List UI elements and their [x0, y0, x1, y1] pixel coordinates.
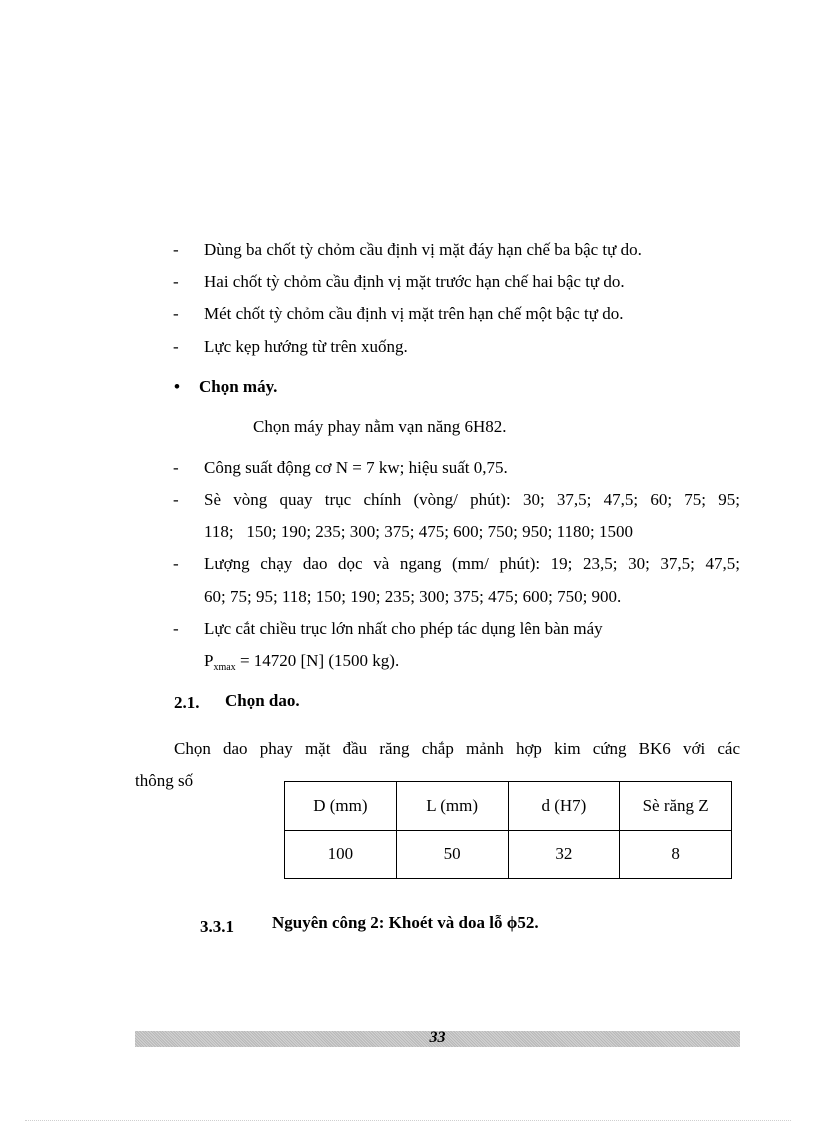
machine-feeds-line2: 60; 75; 95; 118; 150; 190; 235; 300; 375; 475; 600; 750; 900. [204, 587, 622, 606]
table-cell: 100 [285, 830, 397, 879]
section-number: 2.1. [174, 693, 200, 712]
force-value: = 14720 [N] (1500 kg). [235, 651, 400, 670]
list-item: Mét chốt tỳ chỏm cầu định vị mặt trên hạn chế một bậc tự do. [204, 304, 624, 323]
machine-power: Công suất động cơ N = 7 kw; hiệu suất 0,75. [204, 458, 508, 477]
machine-feeds-line1: Lượng chạy dao dọc và ngang (mm/ phút): 19; 23,5; 30; 37,5; 47,5; [204, 554, 740, 573]
machine-intro: Chọn máy phay nằm vạn năng 6H82. [253, 417, 507, 436]
machine-speeds-line1: Sè vòng quay trục chính (vòng/ phút): 30; 37,5; 47,5; 60; 75; 95; [204, 490, 740, 509]
list-item: Dùng ba chốt tỳ chỏm cầu định vị mặt đáy hạn chế ba bậc tự do. [204, 240, 642, 259]
list-dash: - [173, 490, 179, 509]
machine-heading: Chọn máy. [199, 377, 278, 396]
list-item: Hai chốt tỳ chỏm cầu định vị mặt trước hạn chế hai bậc tự do. [204, 272, 625, 291]
table-row [285, 830, 732, 879]
subsection-number: 3.3.1 [200, 917, 234, 936]
table-header-cell: d (H7) [508, 782, 620, 831]
page-bottom-divider [25, 1120, 791, 1121]
list-dash: - [173, 272, 179, 291]
list-dash: - [173, 458, 179, 477]
subsection-title: Nguyên công 2: Khoét và doa lỗ ϕ52. [272, 913, 539, 932]
list-dash: - [173, 337, 179, 356]
table-cell: 32 [508, 830, 620, 879]
machine-force-line2 [204, 651, 399, 673]
page-number: 33 [429, 1029, 446, 1046]
tool-paragraph-line1: Chọn dao phay mặt đầu răng chắp mảnh hợp kim cứng BK6 với các [174, 739, 740, 758]
list-item: Lực kẹp hướng từ trên xuống. [204, 337, 408, 356]
table-cell: 50 [396, 830, 508, 879]
tool-paragraph-line2: thông số [135, 771, 194, 790]
page-footer [135, 1031, 740, 1047]
list-dash: - [173, 554, 179, 573]
table-header-cell: D (mm) [285, 782, 397, 831]
section-heading: Chọn dao. [225, 691, 300, 710]
machine-speeds-line2: 118; 150; 190; 235; 300; 375; 475; 600; 750; 950; 1180; 1500 [204, 522, 633, 541]
table-header-row [285, 782, 732, 831]
force-subscript: xmax [213, 662, 236, 673]
table-cell: 8 [620, 830, 732, 879]
tool-parameters-table [284, 781, 732, 879]
list-dash: - [173, 240, 179, 259]
table-header-cell: Sè răng Z [620, 782, 732, 831]
list-dash: - [173, 304, 179, 323]
machine-force-line1: Lực cắt chiều trục lớn nhất cho phép tác dụng lên bàn máy [204, 619, 603, 638]
table-header-cell: L (mm) [396, 782, 508, 831]
bullet-icon: • [174, 377, 180, 396]
list-dash: - [173, 619, 179, 638]
force-symbol: P [204, 651, 214, 670]
